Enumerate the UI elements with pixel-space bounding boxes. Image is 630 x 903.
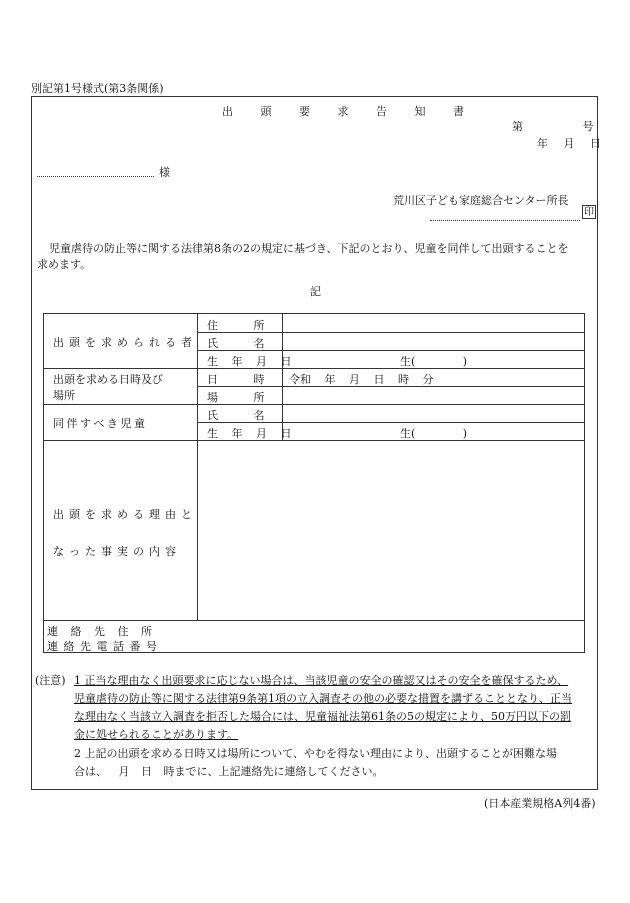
ki-heading: 記	[310, 285, 321, 298]
notes-prefix: (注意)	[35, 674, 66, 687]
field-label-address: 住 所	[207, 319, 265, 332]
addressee-suffix: 様	[159, 166, 170, 179]
form-header-label: 別記第1号様式(第3条関係)	[31, 82, 164, 95]
note1-line3: な理由なく当該立入調査を拒否した場合には、児童福祉法第61条の5の規定により、50万円以下の罰	[74, 710, 571, 723]
note1-line1: 1 正当な理由なく出頭要求に応じない場合は、当該児童の安全の確認又はその安全を確保するため、	[74, 674, 569, 687]
birthdate-value: 生( )	[400, 355, 468, 368]
document-title: 出 頭 要 求 告 知 書	[222, 105, 476, 118]
field-label-place: 場 所	[207, 391, 265, 404]
document-number-line: 第 号	[512, 120, 594, 133]
note1-line4: 金に処せられることがあります。	[74, 728, 239, 741]
field-label-datetime: 日 時	[207, 373, 265, 386]
row-label-datetime-place-1: 出頭を求める日時及び	[53, 373, 163, 386]
issuer-name: 荒川区子ども家庭総合センター所長	[393, 194, 569, 207]
intro-text-line2: 求めます。	[37, 258, 92, 271]
row-label-requested-person: 出頭を求められる者	[53, 336, 197, 349]
issue-date-line: 年 月 日	[537, 137, 601, 150]
field-label-name: 氏 名	[207, 337, 265, 350]
row-label-reason-1: 出頭を求める理由と	[53, 508, 197, 521]
note2-line1: 2 上記の出頭を求める日時又は場所について、やむを得ない理由により、出頭することが困難な場	[74, 747, 558, 760]
field-label-birthdate: 生 年 月 日	[207, 355, 297, 368]
paper-size-footer: (日本産業規格A列4番)	[484, 797, 596, 810]
contact-address-label: 連 絡 先 住 所	[47, 625, 152, 638]
field-label-child-name: 氏 名	[207, 409, 265, 422]
issuer-signature-line	[430, 220, 580, 221]
contact-phone-label: 連 絡 先 電 話 番 号	[47, 640, 157, 653]
child-birthdate-value: 生( )	[400, 427, 468, 440]
row-label-accompanying-child: 同 伴 す べ き 児 童	[53, 417, 145, 430]
datetime-value: 令和 年 月 日 時 分	[289, 373, 434, 386]
row-label-reason-2: なった事実の内容	[53, 545, 181, 558]
note1-line2: 児童虐待の防止等に関する法律第9条第1項の立入調査その他の必要な措置を講ずることとなり、正当	[74, 692, 572, 705]
seal-mark: 印	[584, 207, 594, 218]
addressee-line	[37, 176, 154, 177]
note2-line2: 合は、 月 日 時までに、上記連絡先に連絡してください。	[74, 765, 384, 778]
row-label-datetime-place-2: 場所	[53, 389, 75, 402]
field-label-child-birthdate: 生 年 月 日	[207, 427, 297, 440]
intro-text-line1: 児童虐待の防止等に関する法律第8条の2の規定に基づき、下記のとおり、児童を同伴して出頭することを	[49, 242, 569, 255]
request-table	[43, 313, 585, 653]
